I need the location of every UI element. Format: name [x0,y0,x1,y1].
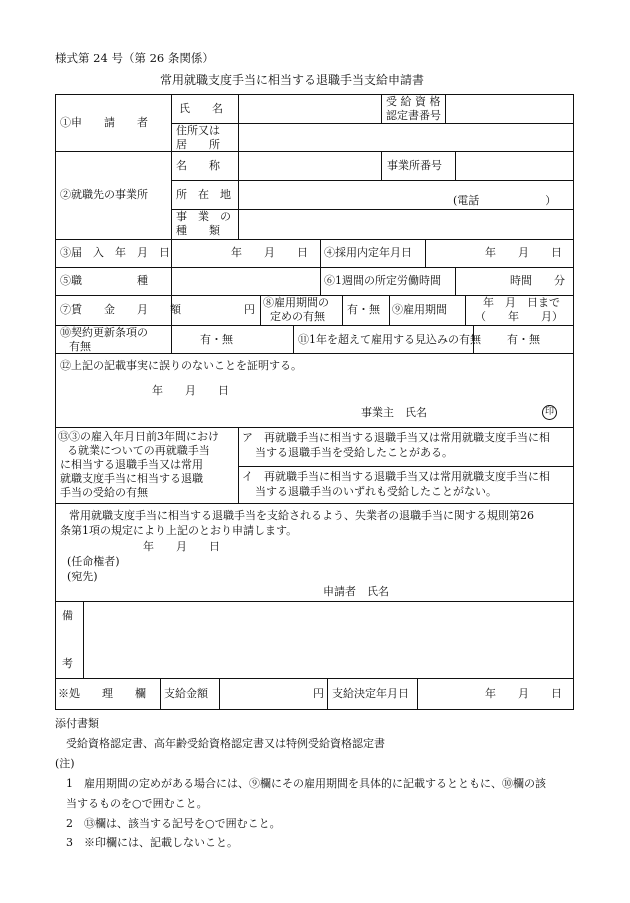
attachments-heading: 添付書類 [55,717,99,730]
rule [238,466,574,467]
applicant-name-field[interactable] [243,99,377,119]
amount-unit[interactable]: 円 [313,687,324,700]
address-label-line1: 住所又は [176,124,220,137]
decision-date-value[interactable]: 年 月 日 [485,687,562,700]
amount-label: 支給金額 [164,687,208,700]
employer-signature-label: 事業主 氏名 [361,406,427,419]
rule [55,353,574,354]
rule [55,678,574,679]
renewal-label-line2: 有無 [69,340,91,353]
period-label: ⑨雇用期間 [392,303,447,316]
hire-date-value[interactable]: 年 月 日 [231,246,308,259]
rule [55,427,574,428]
phone-text: (電話 ） [453,194,557,207]
rule [320,239,321,295]
term-choice[interactable]: 有・無 [347,303,380,316]
addressee-label: (宛先) [67,570,98,583]
employer-label: ②就職先の事業所 [60,188,148,201]
name-label: 氏 名 [179,102,223,115]
option-i-line2[interactable]: 当する退職手当のいずれも受給したことがない。 [255,485,497,498]
applicant-label: ①申 請 者 [60,116,148,129]
request-line2: 条第1項の規定により上記のとおり申請します。 [60,524,298,537]
over-year-choice[interactable]: 有・無 [507,333,540,346]
applicant-signature-label: 申請者 氏名 [323,585,389,598]
business-type-label-line1: 事 業 の [176,210,231,223]
remarks-field[interactable] [87,605,569,675]
rule [171,123,574,124]
decision-date-label: 支給決定年月日 [332,687,409,700]
offer-date-value[interactable]: 年 月 日 [485,246,562,259]
offer-date-label: ④採用内定年月日 [324,246,412,259]
option-a-line1[interactable]: ア 再就職手当に相当する退職手当又は常用就職支度手当に相 [242,431,550,444]
note-2: 2 ⑬欄は、該当する記号を○で囲むこと。 [66,817,281,830]
certify-date[interactable]: 年 月 日 [152,384,229,397]
attachments-text: 受給資格認定書、高年齢受給資格認定書又は特例受給資格認定書 [66,737,385,750]
cert-number-label-line1: 受 給 資 格 [386,95,441,108]
period-length[interactable]: （ 年 月） [475,310,563,323]
term-label-line2: 定めの有無 [270,310,325,323]
rule [455,151,456,180]
weekly-hours-value[interactable]: 時間 分 [510,274,565,287]
application-form-table [55,94,574,710]
applicant-signature-field[interactable] [400,580,560,600]
business-type-label-line2: 種 類 [176,224,220,237]
note-3: 3 ※印欄には、記載しないこと。 [66,836,238,849]
rule [381,151,382,180]
rule [83,601,84,678]
renewal-label-line1: ⑩契約更新条項の [60,326,148,339]
period-until[interactable]: 年 月 日まで [483,296,560,309]
job-type-label: ⑤職 種 [60,274,148,287]
rule [417,678,418,710]
rule [381,94,382,123]
option-a-line2[interactable]: 当する退職手当を受給したことがある。 [255,446,453,459]
rule [238,94,239,239]
rule [293,325,294,353]
employer-signature-field[interactable] [435,401,535,421]
wage-unit[interactable]: 円 [244,303,255,316]
rule [171,180,574,181]
over-year-label: ⑪1年を超えて雇用する見込みの有無 [298,333,481,346]
past-receipt-label-line3: に相当する退職手当又は常用 [60,458,203,471]
location-label: 所 在 地 [176,188,231,201]
rule [425,239,426,267]
rule [389,295,390,325]
seal-icon: 印 [542,405,557,420]
option-i-line1[interactable]: イ 再就職手当に相当する退職手当又は常用就職支度手当に相 [242,470,550,483]
rule [55,601,574,602]
business-type-field[interactable] [243,214,569,234]
rule [455,267,456,295]
rule [219,678,220,710]
rule [55,503,574,504]
certify-text: ⑫上記の記載事実に誤りのないことを証明する。 [60,359,302,372]
hire-date-label: ③届 入 年 月 日 [60,246,170,259]
form-number: 様式第 24 号（第 26 条関係） [55,51,214,65]
office-number-field[interactable] [459,156,569,176]
note-1-line2: 当するものを○で囲むこと。 [66,797,208,810]
past-receipt-label-line4: 就職支度手当に相当する退職 [60,472,203,485]
appointer-label: (任命権者) [67,555,120,568]
weekly-hours-label: ⑥1週間の所定労働時間 [324,274,441,287]
location-field[interactable] [243,185,443,205]
renewal-choice[interactable]: 有・無 [200,333,233,346]
remarks-label-top: 備 [62,609,73,622]
rule [55,151,574,152]
address-label-line2: 居 所 [176,138,220,151]
request-date[interactable]: 年 月 日 [143,540,220,553]
request-line1: 常用就職支度手当に相当する退職手当を支給されるよう、失業者の退職手当に関する規則第26 [69,509,534,522]
notes-heading: (注) [55,757,75,770]
form-title: 常用就職支度手当に相当する退職手当支給申請書 [160,73,425,87]
remarks-label-bottom: 考 [62,657,73,670]
processing-label: ※処 理 欄 [58,687,146,700]
rule [55,267,574,268]
rule [171,209,574,210]
seal-mark [542,404,557,420]
company-name-label: 名 称 [176,159,220,172]
rule [260,295,261,325]
rule [160,678,161,710]
rule [342,295,343,325]
past-receipt-label-line5: 手当の受給の有無 [60,486,148,499]
rule [238,427,239,503]
past-receipt-label-line2: る就業についての再就職手当 [67,444,210,457]
cert-number-label-line2: 認定書番号 [386,109,441,122]
address-field[interactable] [243,127,569,147]
rule [55,239,574,240]
note-1-line1: 1 雇用期間の定めがある場合には、⑨欄にその雇用期間を具体的に記載するとともに、⑩欄の該 [66,777,546,790]
rule [445,94,446,123]
office-number-label: 事業所番号 [387,159,442,172]
wage-label: ⑦賃 金 月 額 [60,303,181,316]
cert-number-field[interactable] [449,99,569,119]
rule [465,295,466,325]
company-name-field[interactable] [243,156,377,176]
rule [327,678,328,710]
job-type-field[interactable] [175,271,315,291]
term-label-line1: ⑧雇用期間の [263,296,329,309]
past-receipt-label-line1: ⑬③の雇入年月日前3年間におけ [58,430,219,443]
